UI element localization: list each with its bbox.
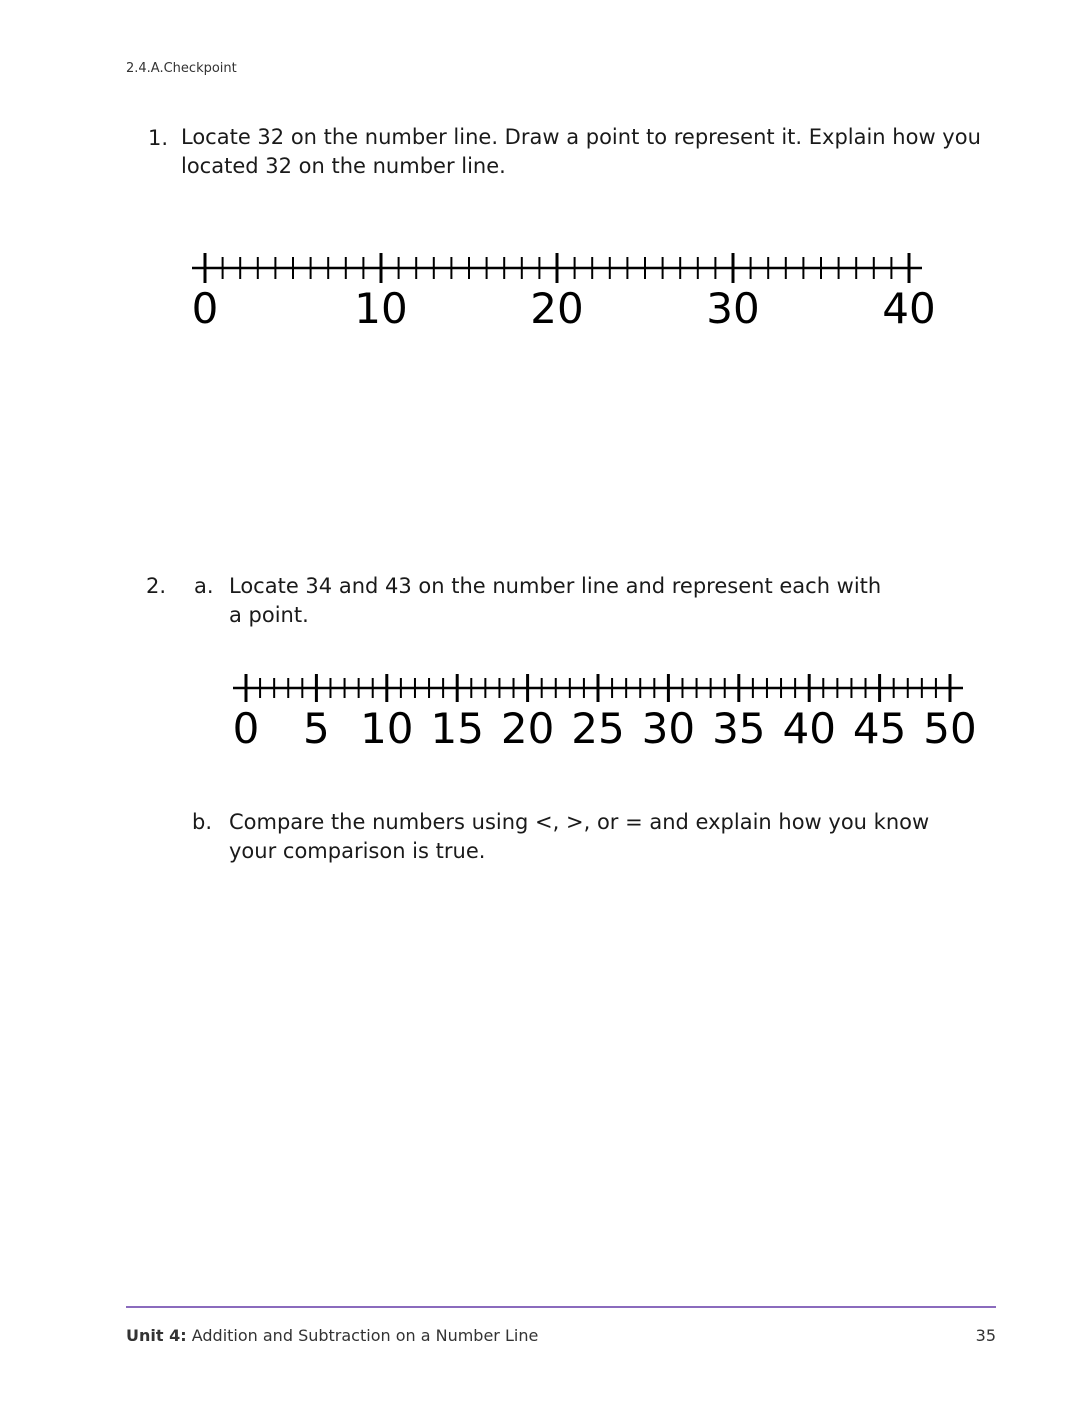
tick-label: 40 (782, 704, 836, 753)
document-code: 2.4.A.Checkpoint (126, 61, 237, 76)
question-2a-line-2: a point. (229, 603, 309, 627)
question-2-number: 2. (146, 574, 167, 598)
tick-label: 10 (354, 284, 408, 333)
question-1-number: 1. (148, 126, 169, 150)
question-1-prompt (181, 123, 981, 181)
tick-label: 40 (882, 284, 936, 333)
tick-label: 35 (712, 704, 766, 753)
footer-unit-label: Unit 4: (126, 1326, 187, 1345)
tick-label: 25 (571, 704, 625, 753)
page-number: 35 (975, 1326, 996, 1345)
question-1-line-1: Locate 32 on the number line. Draw a point to represent it. Explain how you (181, 125, 981, 149)
question-2a-prompt (229, 572, 881, 630)
tick-label: 45 (852, 704, 907, 753)
tick-label: 50 (923, 704, 977, 753)
tick-label: 5 (303, 704, 330, 753)
footer-unit-title: Addition and Subtraction on a Number Line (191, 1326, 539, 1345)
footer-divider (126, 1306, 996, 1308)
tick-label: 20 (530, 284, 584, 333)
question-1-line-2: located 32 on the number line. (181, 154, 506, 178)
tick-label: 30 (641, 704, 696, 753)
tick-label: 10 (360, 704, 414, 753)
tick-label: 20 (500, 704, 555, 753)
question-2b-line-1: Compare the numbers using <, >, or = and explain how you know (229, 810, 930, 834)
tick-label: 30 (706, 284, 760, 333)
question-2b-line-2: your comparison is true. (229, 839, 486, 863)
tick-label: 0 (232, 704, 260, 753)
tick-label: 15 (430, 704, 484, 753)
footer-unit (126, 1326, 538, 1345)
question-2b-prompt (229, 808, 929, 866)
question-2a-letter: a. (194, 574, 214, 598)
tick-label: 0 (191, 284, 219, 333)
question-2a-line-1: Locate 34 and 43 on the number line and represent each with (229, 574, 882, 598)
question-2b-letter: b. (192, 810, 213, 834)
